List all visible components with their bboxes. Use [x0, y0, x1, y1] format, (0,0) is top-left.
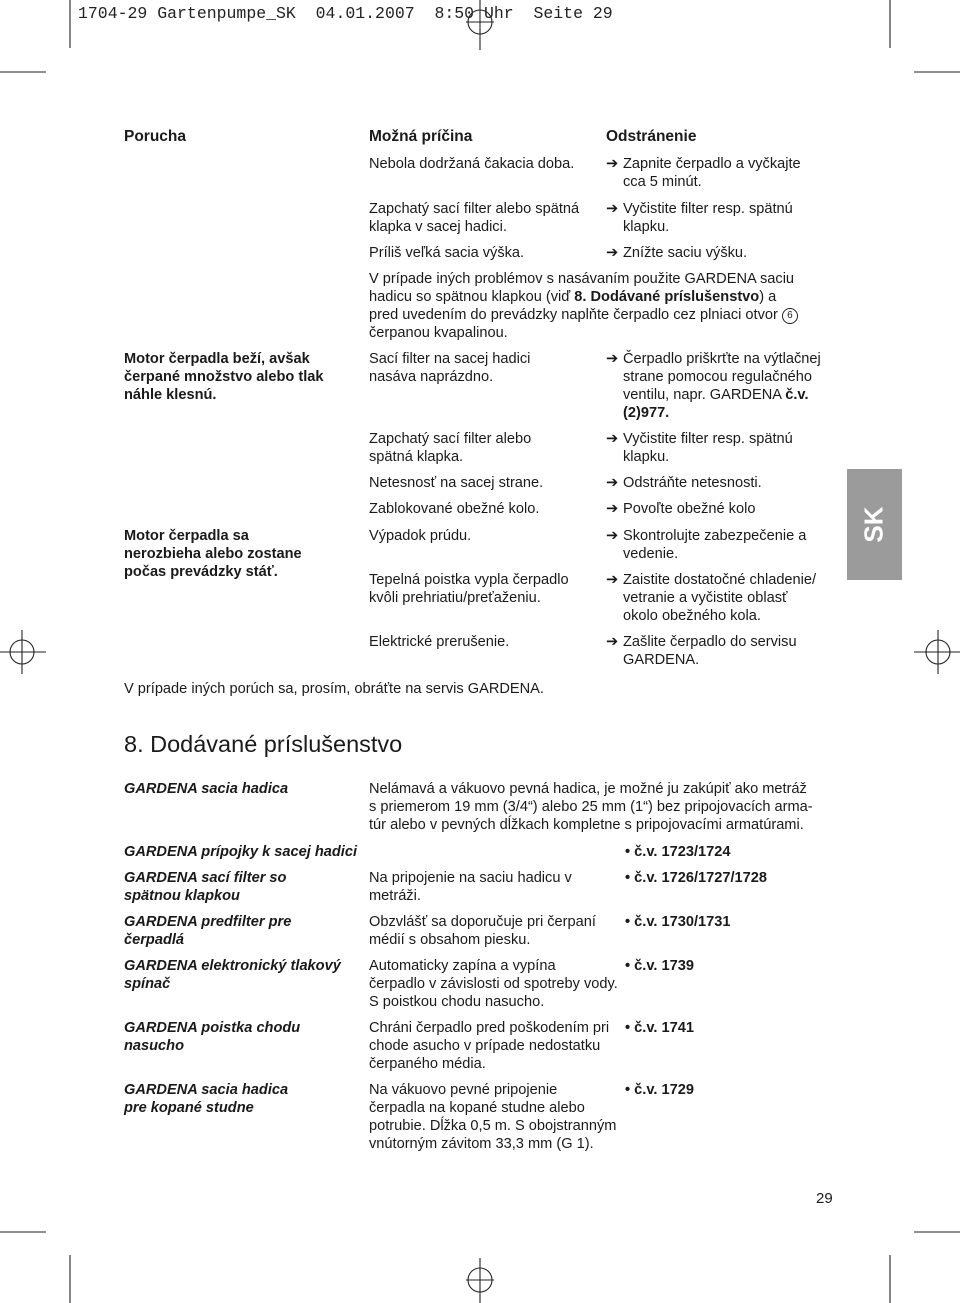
- remedy-cell: ➔ Povoľte obežné kolo: [606, 501, 756, 517]
- arrow-right-icon: ➔: [606, 475, 619, 491]
- header-fault: Porucha: [124, 128, 187, 145]
- accessory-code: • č.v. 1726/1727/1728: [625, 870, 767, 886]
- accessory-desc: Chráni čerpadlo pred poškodením pri chode asucho v prípade nedostatku čerpaného média.: [369, 1020, 610, 1072]
- arrow-right-icon: ➔: [606, 572, 619, 588]
- accessory-name: GARDENA sací filter so spätnou klapkou: [124, 870, 287, 904]
- arrow-right-icon: ➔: [606, 501, 619, 517]
- language-tab: SK: [847, 469, 902, 580]
- cause-cell: Zapchatý sací filter alebo spätná klapka.: [369, 431, 532, 465]
- remedy-cell: ➔ Zapnite čerpadlo a vyčkajte cca 5 minút.: [606, 156, 801, 190]
- table-footer-note: V prípade iných porúch sa, prosím, obráťte na servis GARDENA.: [124, 681, 544, 697]
- remedy-cell: ➔ Skontrolujte zabezpečenie a vedenie.: [606, 528, 807, 562]
- remedy-cell: ➔ Čerpadlo priškrťte na výtlačnej strane pomocou regulačného ventilu, napr. GARDENA č.v. (2)977.: [606, 351, 821, 421]
- arrow-right-icon: ➔: [606, 201, 619, 217]
- accessory-code: • č.v. 1723/1724: [625, 844, 731, 860]
- cause-cell: Zapchatý sací filter alebo spätná klapka v sacej hadici.: [369, 201, 580, 235]
- print-header: 1704-29 Gartenpumpe_SK 04.01.2007 8:50 Uhr Seite 29: [78, 4, 613, 23]
- fault-cell: Motor čerpadla beží, avšak čerpané množstvo alebo tlak náhle klesnú.: [124, 351, 324, 403]
- cause-cell: Netesnosť na sacej strane.: [369, 475, 544, 491]
- accessory-code: • č.v. 1741: [625, 1020, 694, 1036]
- remedy-cell: ➔ Zašlite čerpadlo do servisu GARDENA.: [606, 634, 797, 668]
- arrow-right-icon: ➔: [606, 528, 619, 544]
- accessory-desc: Nelámavá a vákuovo pevná hadica, je možné ju zakúpiť ako metráž s priemerom 19 mm (3/4“) alebo 25 mm (1“) bez pripojovacích arma- túr alebo v pevných dĺžkach kompletne s pripojovacími armatúrami.: [369, 781, 813, 833]
- circled-number: 6: [782, 308, 798, 324]
- accessory-name: GARDENA sacia hadica: [124, 781, 289, 797]
- fault-cell: Motor čerpadla sa nerozbieha alebo zostane počas prevádzky stáť.: [124, 528, 302, 580]
- header-cause: Možná príčina: [369, 128, 473, 145]
- arrow-right-icon: ➔: [606, 156, 619, 172]
- cause-cell: Elektrické prerušenie.: [369, 634, 510, 650]
- accessory-desc: Na pripojenie na saciu hadicu v metráži.: [369, 870, 572, 904]
- accessory-code: • č.v. 1739: [625, 958, 694, 974]
- section-title: 8. Dodávané príslušenstvo: [124, 731, 403, 757]
- header-remedy: Odstránenie: [606, 128, 697, 145]
- cause-cell: Nebola dodržaná čakacia doba.: [369, 156, 575, 172]
- accessory-desc: Obzvlášť sa doporučuje pri čerpaní médií s obsahom piesku.: [369, 914, 596, 948]
- remedy-cell: ➔ Vyčistite filter resp. spätnú klapku.: [606, 201, 793, 235]
- accessory-desc: Na vákuovo pevné pripojenie čerpadla na kopané studne alebo potrubie. Dĺžka 0,5 m. S obojstranným vnútorným závitom 33,3 mm (G 1).: [369, 1082, 617, 1152]
- remedy-cell: ➔ Znížte saciu výšku.: [606, 245, 748, 261]
- accessory-name: GARDENA prípojky k sacej hadici: [124, 844, 358, 860]
- cause-cell: Tepelná poistka vypla čerpadlo kvôli prehriatiu/preťaženiu.: [369, 572, 569, 606]
- remedy-cell: ➔ Odstráňte netesnosti.: [606, 475, 762, 491]
- accessory-name: GARDENA poistka chodu nasucho: [124, 1020, 301, 1054]
- arrow-right-icon: ➔: [606, 351, 619, 367]
- arrow-right-icon: ➔: [606, 245, 619, 261]
- arrow-right-icon: ➔: [606, 634, 619, 650]
- group1-note: V prípade iných problémov s nasávaním použite GARDENA saciu hadicu so spätnou klapkou (viď 8. Dodávané príslušenstvo) a pred uvedením do prevádzky naplňte čerpadlo cez plniaci otvor 6 čerpanou kvapalinou.: [369, 270, 839, 342]
- cause-cell: Príliš veľká sacia výška.: [369, 245, 525, 261]
- cause-cell: Zablokované obežné kolo.: [369, 501, 540, 517]
- cause-cell: Výpadok prúdu.: [369, 528, 472, 544]
- accessory-code: • č.v. 1730/1731: [625, 914, 731, 930]
- remedy-cell: ➔ Zaistite dostatočné chladenie/ vetranie a vyčistite oblasť okolo obežného kola.: [606, 572, 817, 624]
- accessory-name: GARDENA predfilter pre čerpadlá: [124, 914, 292, 948]
- remedy-cell: ➔ Vyčistite filter resp. spätnú klapku.: [606, 431, 793, 465]
- accessory-name: GARDENA elektronický tlakový spínač: [124, 958, 341, 992]
- arrow-right-icon: ➔: [606, 431, 619, 447]
- accessory-name: GARDENA sacia hadica pre kopané studne: [124, 1082, 289, 1116]
- cause-cell: Sací filter na sacej hadici nasáva naprázdno.: [369, 351, 531, 385]
- page-number: 29: [816, 1190, 833, 1207]
- accessory-desc: Automaticky zapína a vypína čerpadlo v závislosti od spotreby vody. S poistkou chodu nasucho.: [369, 958, 618, 1010]
- accessory-code: • č.v. 1729: [625, 1082, 694, 1098]
